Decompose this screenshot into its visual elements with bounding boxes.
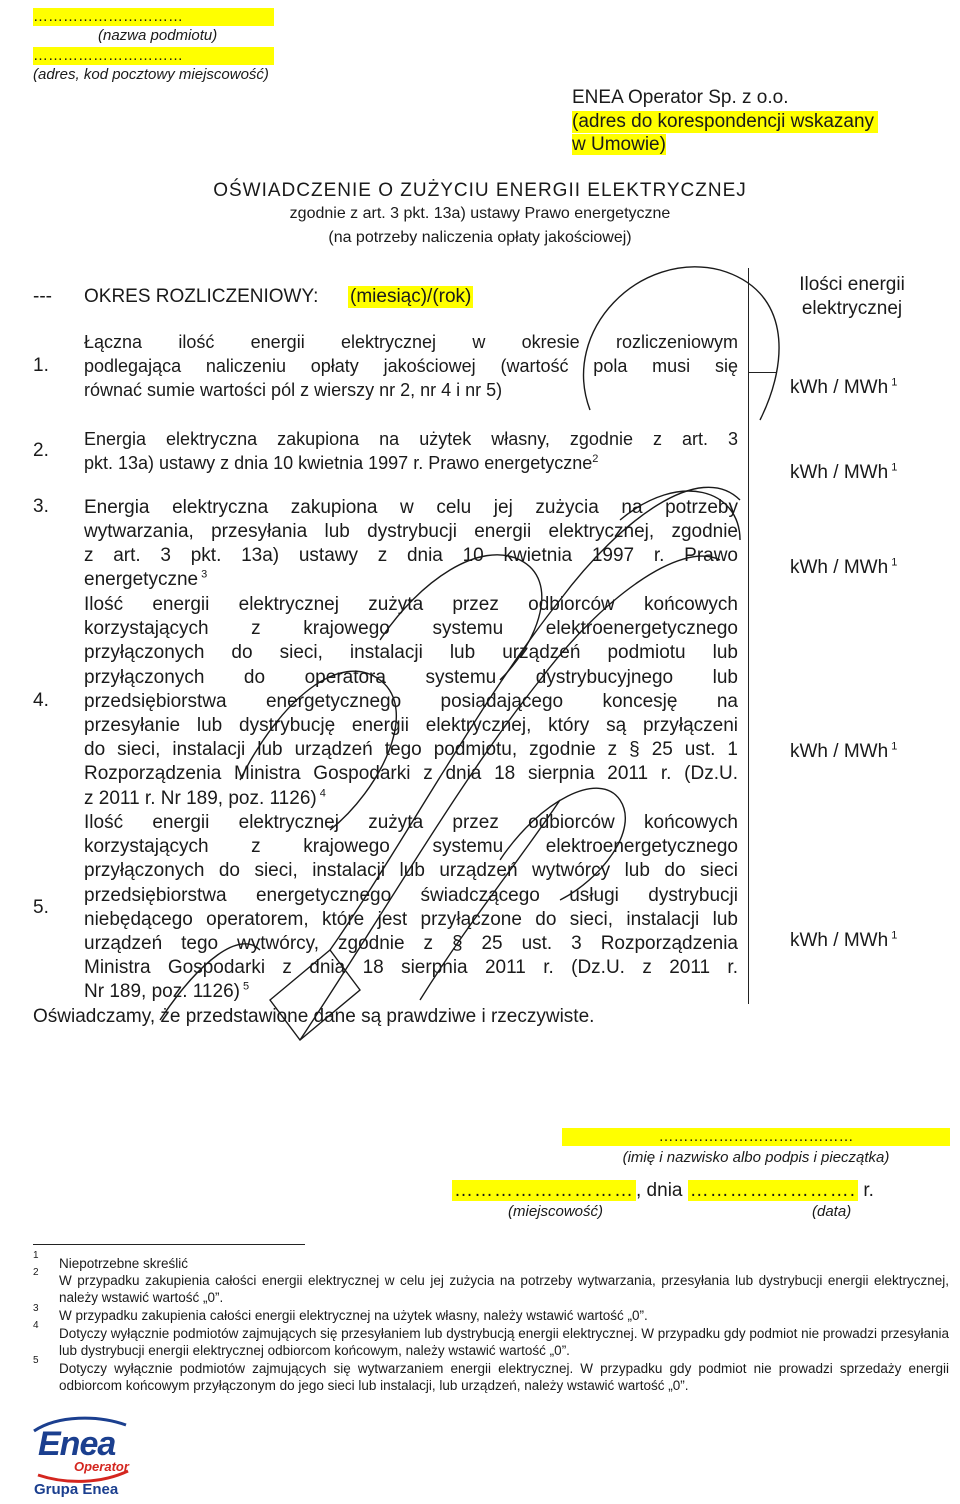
row-4-unit-text: kWh / MWh (790, 741, 889, 762)
row-1-line: podlegająca naliczeniu opłaty jakościowej (wartość pola musi się (84, 356, 738, 376)
row-5-description (84, 811, 738, 1005)
row-1-unit-text: kWh / MWh (790, 377, 889, 398)
row-4-line: przedsiębiorstwa energetycznego posiadającego koncesję na (84, 690, 738, 712)
row-5-line: Ministra Gospodarki z dnia 18 sierpnia 2011 r. (Dz.U. z 2011 r. (84, 957, 738, 979)
footnote-5-text: Dotyczy wyłącznie podmiotów zajmujących się wytwarzaniem energii elektrycznej. W przypadku gdy podmiot nie prowadzi sprzedaży energii odbiorcom końcowym przyłączonym do jego sieci lub instalacji, lub urządzeń, należy wstawić wartość „0”. (59, 1361, 949, 1393)
footnote-3-text: W przypadku zakupienia całości energii elektrycznej na użytek własny, należy wstawić wartość „0”. (59, 1308, 648, 1323)
footnote-2-number: 2 (33, 1267, 39, 1278)
row-1-line: Łączna ilość energii elektrycznej w okresie rozliczeniowym (84, 332, 738, 352)
footnote-5-number: 5 (33, 1355, 39, 1366)
row-2-line: Energia elektryczna zakupiona na użytek własny, zgodnie z art. 3 (84, 429, 738, 449)
row-3-line: z art. 3 pkt. 13a) ustawy z dnia 10 kwietnia 1997 r. Prawo (84, 545, 738, 566)
sender-address-hint: (adres, kod pocztowy miejscowość) (33, 66, 269, 83)
date-field[interactable]: ……………………. (689, 1180, 857, 1201)
footnote-1-text: Niepotrzebne skreślić (59, 1256, 189, 1271)
recipient-address-line2 (572, 134, 666, 156)
footnote-2-text: W przypadku zakupienia całości energii elektrycznej w celu jej zużycia na potrzeby wytwarzania, przesyłania lub dystrybucji energii elektrycznej, należy wstawić wartość „0”. (59, 1273, 949, 1305)
row-1-number: 1. (33, 355, 49, 376)
row-2-footnote-ref: 2 (592, 453, 599, 465)
row-5-line: korzystających z krajowego systemu elektroenergetycznego (84, 836, 738, 858)
year-suffix: r. (863, 1180, 874, 1201)
row-3-line: Energia elektryczna zakupiona w celu jej zużycia na potrzeby (84, 497, 738, 518)
row-4-number: 4. (33, 690, 49, 711)
row-4-footnote-ref: 4 (319, 787, 326, 800)
logo-brand: Enea (38, 1425, 116, 1463)
row-2-line: pkt. 13a) ustawy z dnia 10 kwietnia 1997 r. Prawo energetyczne (84, 453, 593, 473)
dnia-label: , dnia (636, 1180, 683, 1201)
logo-group: Grupa Enea (34, 1481, 119, 1498)
row-5-line: Nr 189, poz. 1126) (84, 981, 240, 1003)
footnote-4-number: 4 (33, 1320, 39, 1331)
document-title: OŚWIADCZENIE O ZUŻYCIU ENERGII ELEKTRYCZNEJ (213, 180, 747, 201)
column-header-line1: Ilości energii (799, 274, 905, 295)
title-legal-basis: zgodnie z art. 3 pkt. 13a) ustawy Prawo energetyczne (289, 205, 671, 222)
column-header (752, 273, 952, 321)
row-4-line: korzystających z krajowego systemu elektroenergetycznego (84, 618, 738, 640)
row-5-line: niebędącego operatorem, które jest przyłączone do sieci, instalacji lub (84, 908, 738, 930)
row-divider-1-stub (748, 372, 776, 373)
row-1-description (84, 330, 738, 402)
row-4-line: przyłączonych do sieci, instalacji lub urządzeń podmiotu lub (84, 642, 738, 664)
row-4-line: przesyłanie lub dystrybucję energii elektrycznej, który są przyłączeni (84, 715, 738, 737)
row-5-footnote-ref: 5 (243, 981, 250, 994)
row-2-number: 2. (33, 440, 49, 461)
sender-dots-1[interactable] (33, 8, 274, 26)
place-hint: (miejscowość) (508, 1203, 604, 1220)
row-5-line: urządzeń tego wytwórcy, zgodnie z § 25 ust. 3 Rozporządzenia (84, 933, 738, 955)
row-3-unit-footnote-ref: 1 (891, 556, 898, 569)
row-5-line: Ilość energii elektrycznej zużyta przez odbiorców końcowych (84, 812, 738, 833)
place-field[interactable]: ……………………… (454, 1180, 634, 1201)
row-5-unit-text: kWh / MWh (790, 930, 889, 951)
sender-dots-1-text: ………………………… (33, 8, 183, 25)
sender-dots-2-text: ………………………… (33, 47, 183, 64)
period-label: OKRES ROZLICZENIOWY: (84, 286, 319, 307)
row-5-number: 5. (33, 897, 49, 918)
title-purpose: (na potrzeby naliczenia opłaty jakościowej) (328, 229, 632, 246)
table-column-divider (748, 268, 749, 1003)
row-3-footnote-ref: 3 (201, 568, 208, 581)
row-1-unit[interactable] (790, 377, 897, 399)
date-hint: (data) (812, 1203, 852, 1220)
recipient-company: ENEA Operator Sp. z o.o. (572, 87, 789, 108)
signature-field[interactable] (562, 1128, 950, 1146)
sender-name-hint: (nazwa podmiotu) (98, 27, 218, 44)
row-5-line: przedsiębiorstwa energetycznego świadczącego usługi dystrybucji (84, 884, 738, 906)
recipient-address-line2-text: w Umowie) (572, 134, 666, 155)
table-bottom-tick (748, 1003, 749, 1004)
row-4-unit[interactable] (790, 741, 897, 763)
row-5-unit[interactable] (790, 930, 897, 952)
signature-dots: ………………………………… (658, 1128, 854, 1145)
row-3-number: 3. (33, 496, 49, 517)
footnote-1-number: 1 (33, 1250, 39, 1261)
sender-dots-2[interactable] (33, 47, 274, 65)
row-2-unit[interactable] (790, 462, 897, 484)
row-1-unit-footnote-ref: 1 (891, 376, 898, 389)
row-3-line: energetyczne (84, 569, 199, 590)
row-2-description (84, 427, 738, 475)
row-3-description (84, 496, 738, 592)
enea-operator-logo (28, 1413, 138, 1499)
period-value[interactable]: (miesiąc)/(rok) (350, 286, 472, 307)
row-4-unit-footnote-ref: 1 (891, 740, 898, 753)
row-5-unit-footnote-ref: 1 (891, 929, 898, 942)
signature-hint: (imię i nazwisko albo podpis i pieczątka) (622, 1149, 890, 1166)
row-3-line: wytwarzania, przesyłania lub dystrybucji energii elektrycznej, zgodnie (84, 521, 738, 542)
logo-sub: Operator (74, 1459, 129, 1474)
row-1-line: równać sumie wartości pól z wierszy nr 2, nr 4 i nr 5) (84, 380, 503, 400)
footnote-separator (33, 1244, 305, 1245)
place-date-line (452, 1180, 874, 1202)
row-4-line: z 2011 r. Nr 189, poz. 1126) (84, 787, 317, 809)
declaration-statement: Oświadczamy, że przedstawione dane są prawdziwe i rzeczywiste. (33, 1006, 595, 1027)
row-4-line: przyłączonych do operatora systemu dystrybucyjnego lub (84, 666, 738, 688)
row-4-line: do sieci, instalacji lub urządzeń tego podmiotu, zgodnie z § 25 ust. 1 (84, 739, 738, 761)
column-header-line2: elektrycznej (801, 298, 903, 319)
row-3-unit[interactable] (790, 557, 897, 579)
row-2-unit-text: kWh / MWh (790, 462, 889, 483)
row-2-unit-footnote-ref: 1 (891, 461, 898, 474)
row-5-line: przyłączonych do sieci, instalacji lub urządzeń wytwórcy lub do sieci (84, 860, 738, 882)
footnote-4-text: Dotyczy wyłącznie podmiotów zajmujących się przesyłaniem lub dystrybucją energii elektrycznej. W przypadku gdy podmiot nie prowadzi przesyłania lub dystrybucji energii elektrycznej odbiorcom końcowym, należy wstawić wartość „0”. (59, 1326, 949, 1358)
row-3-unit-text: kWh / MWh (790, 557, 889, 578)
row-4-line: Rozporządzenia Ministra Gospodarki z dnia 18 sierpnia 2011 r. (Dz.U. (84, 763, 738, 785)
row-4-line: Ilość energii elektrycznej zużyta przez odbiorców końcowych (84, 594, 738, 615)
footnote-3-number: 3 (33, 1303, 39, 1314)
period-dashes: --- (33, 286, 52, 307)
recipient-address-line1: (adres do korespondencji wskazany (572, 111, 878, 133)
row-4-description (84, 593, 738, 811)
